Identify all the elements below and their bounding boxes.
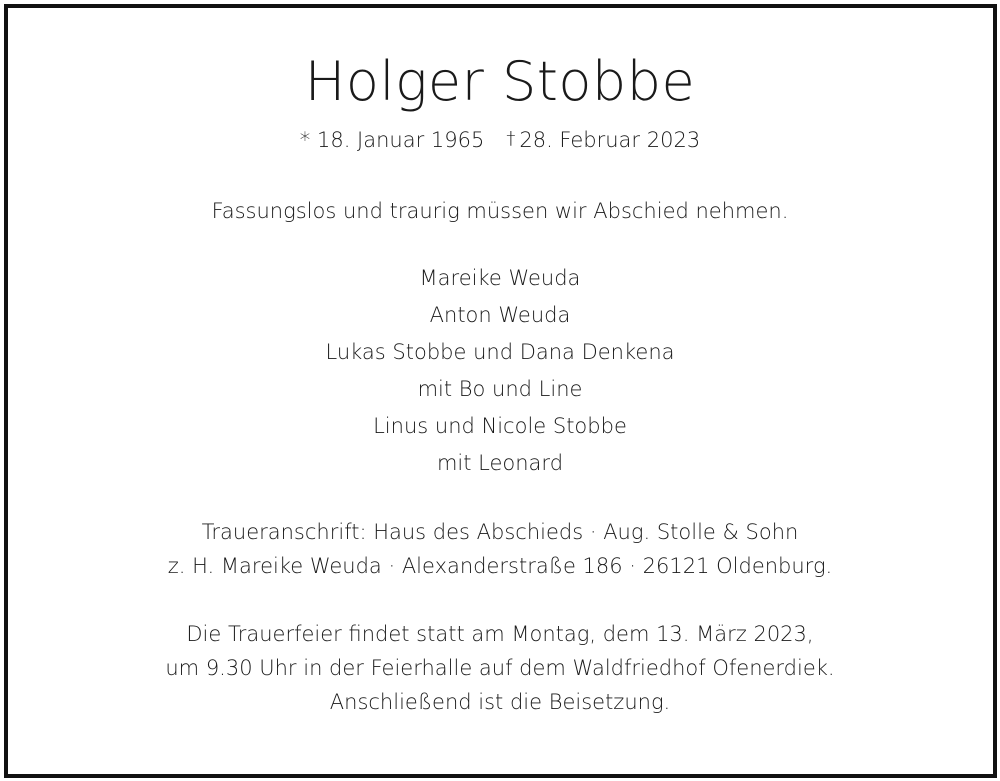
death-date: 28. Februar 2023 [519, 128, 701, 152]
address-line: z. H. Mareike Weuda · Alexanderstraße 186 · 26121 Oldenburg. [167, 554, 833, 578]
mourner-line: Mareike Weuda [419, 266, 581, 290]
mourner-line: mit Bo und Line [417, 377, 583, 401]
intro-text: Fassungslos und traurig müssen wir Abschied nehmen. [211, 199, 789, 223]
mourner-line: Anton Weuda [429, 303, 571, 327]
mourner-line: Linus und Nicole Stobbe [373, 414, 627, 438]
ceremony-line: Anschließend ist die Beisetzung. [329, 690, 671, 714]
birth-date: * 18. Januar 1965 [299, 128, 485, 152]
mourner-line: Lukas Stobbe und Dana Denkena [325, 340, 675, 364]
deceased-name: Holger Stobbe [304, 50, 696, 113]
ceremony-line: um 9.30 Uhr in der Feierhalle auf dem Waldfriedhof Ofenerdiek. [165, 656, 835, 680]
cross-icon: † [506, 128, 516, 149]
mourner-line: mit Leonard [436, 451, 564, 475]
life-dates [0, 126, 1000, 156]
ceremony-line: Die Trauerfeier findet statt am Montag, dem 13. März 2023, [186, 622, 814, 646]
address-line: Traueranschrift: Haus des Abschieds · Aug. Stolle & Sohn [201, 520, 799, 544]
